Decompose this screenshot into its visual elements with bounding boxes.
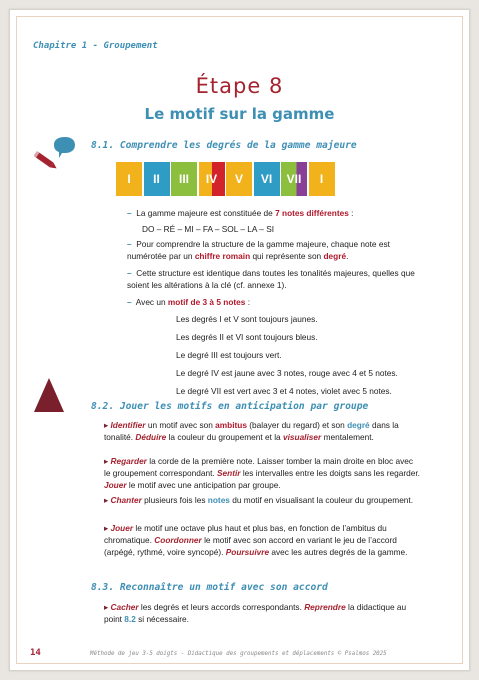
degree-scale xyxy=(116,162,336,196)
degree-label: VII xyxy=(286,172,302,186)
degree-label: VI xyxy=(260,172,273,186)
bullet-gamme: – La gamme majeure est constituée de 7 notes différentes : xyxy=(127,208,354,218)
rule-4: Le degré IV est jaune avec 3 notes, rouge avec 4 et 5 notes. xyxy=(176,368,398,378)
paragraph-jouer: ▸ Jouer le motif une octave plus haut et plus bas, en fonction de l’ambitus du chromatique. Coordonner le motif avec son accord en variant le jeu de l’accord (arpégé, rythmé, voire syncopé). Poursuivre avec les autres degrés de la gamme. xyxy=(104,523,408,558)
degree-cell xyxy=(116,162,142,196)
triangle-bullet-icon: ▸ xyxy=(104,456,109,466)
section-heading-8-2: 8.2. Jouer les motifs en anticipation par groupe xyxy=(91,401,369,412)
triangle-bullet-icon: ▸ xyxy=(104,602,109,612)
bullet-identique: – Cette structure est identique dans toutes les tonalités majeures, quelles que soient les altérations à la clé (cf. annexe 1). xyxy=(127,268,415,291)
degree-cell xyxy=(144,162,170,196)
degree-cell xyxy=(226,162,252,196)
degree-label: V xyxy=(234,172,243,186)
degree-cell xyxy=(171,162,197,196)
paragraph-chanter: ▸ Chanter plusieurs fois les notes du motif en visualisant la couleur du groupement. xyxy=(104,495,414,505)
degree-cell xyxy=(199,162,225,196)
rule-2: Les degrés II et VI sont toujours bleus. xyxy=(176,332,318,342)
page-number: 14 xyxy=(30,648,41,658)
triangle-bullet-icon: ▸ xyxy=(104,420,109,430)
degree-cell xyxy=(309,162,335,196)
paragraph-identifier: ▸ Identifier un motif avec son ambitus (balayer du regard) et son degré dans la tonalité. Déduire la couleur du groupement et la visualiser mentalement. xyxy=(104,420,399,443)
triangle-bullet-icon: ▸ xyxy=(104,495,109,505)
triangle-bullet-icon: ▸ xyxy=(104,523,109,533)
section-heading-8-1: 8.1. Comprendre les degrés de la gamme majeure xyxy=(91,140,357,151)
degree-cell xyxy=(281,162,307,196)
rule-3: Le degré III est toujours vert. xyxy=(176,350,282,360)
degree-label: II xyxy=(153,172,160,186)
paragraph-cacher: ▸ Cacher les degrés et leurs accords correspondants. Reprendre la didactique au point 8.2 si nécessaire. xyxy=(104,602,407,625)
rule-1: Les degrés I et V sont toujours jaunes. xyxy=(176,314,318,324)
page-subtitle: Le motif sur la gamme xyxy=(144,105,335,123)
paragraph-regarder: ▸ Regarder la corde de la première note. Laisser tomber la main droite en bloc avec le groupement correspondant. Sentir les intervalles entre les doigts sans les regarder. Jouer le motif avec une anticipation par groupe. xyxy=(104,456,420,491)
footer-text: Méthode de jeu 3-5 doigts - Didactique des groupements et déplacements © Psalmos 2025 xyxy=(90,651,387,657)
notes-list: DO – RÉ – MI – FA – SOL – LA – SI xyxy=(142,224,275,234)
degree-label: I xyxy=(127,172,131,186)
degree-cell xyxy=(254,162,280,196)
pencil-speech-icon xyxy=(34,136,76,176)
document-page xyxy=(9,9,470,671)
bullet-motif: – Avec un motif de 3 à 5 notes : xyxy=(127,297,251,307)
degree-label: I xyxy=(319,172,324,186)
degree-label: III xyxy=(178,172,189,186)
chapter-header: Chapitre 1 - Groupement xyxy=(33,41,158,51)
degree-label: IV xyxy=(205,172,218,186)
triangle-icon xyxy=(34,378,64,412)
bullet-structure: – Pour comprendre la structure de la gamme majeure, chaque note est numérotée par un chiffre romain qui représente son degré. xyxy=(127,239,390,262)
section-heading-8-3: 8.3. Reconnaître un motif avec son accord xyxy=(91,582,328,593)
bullet-dash: – xyxy=(127,208,132,218)
page-title: Étape 8 xyxy=(195,74,284,98)
rule-5: Le degré VII est vert avec 3 et 4 notes, violet avec 5 notes. xyxy=(176,386,392,396)
speech-bubble-icon xyxy=(54,137,75,158)
